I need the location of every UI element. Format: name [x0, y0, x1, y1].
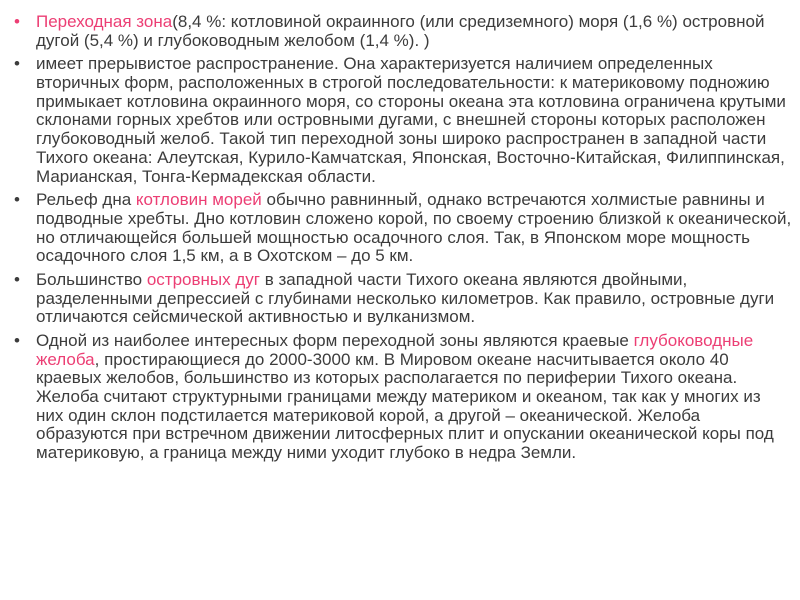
highlighted-text-run: Переходная зона — [36, 12, 173, 31]
text-run: Одной из наиболее интересных форм переходной зоны являются краевые — [36, 331, 634, 350]
bullet-item — [14, 13, 792, 50]
text-run: обычно равнинный, однако встречаются холмистые равнины и подводные хребты. Дно котловин сложено корой, по своему строению близкой к океанической, но отличающейся большей мощностью осадочного слоя. Так, в Японском море мощность осадочного слоя 1,5 км, а в Охотском – до 5 км. — [36, 190, 792, 266]
text-run: , простирающиеся до 2000-3000 км. В Мировом океане насчитывается около 40 краевых желобов, большинство из которых располагается по периферии Тихого океана. Желоба считают структурными границами между материком и океаном, так как у многих из них один склон подстилается материковой корой, а другой – океанической. Желоба образуются при встречном движении литосферных плит и опускании океанической коры под материковую, а граница между ними уходит глубоко в недра Земли. — [36, 349, 774, 463]
bullet-list — [14, 13, 792, 463]
text-run: (8,4 %: котловиной окраинного (или средиземного) моря (1,6 %) островной дугой (5,4 %) и глубоководным желобом (1,4 %). ) — [36, 12, 765, 50]
highlighted-text-run: котловин морей — [135, 190, 262, 210]
bullet-marker: • — [14, 331, 20, 350]
bullet-item — [14, 55, 792, 186]
bullet-text — [36, 332, 792, 463]
highlighted-text-run: островных дуг — [146, 269, 260, 289]
bullet-text — [36, 55, 792, 186]
bullet-marker: • — [14, 12, 20, 31]
bullet-item — [14, 191, 792, 266]
bullet-text — [36, 191, 792, 266]
text-run: Рельеф дна — [36, 190, 136, 210]
bullet-item — [14, 332, 792, 463]
bullet-marker: • — [14, 54, 20, 74]
bullet-text — [36, 13, 792, 50]
text-run: Большинство — [36, 269, 147, 289]
bullet-text — [36, 271, 792, 327]
text-run: в западной части Тихого океана являются двойными, разделенными депрессией с глубинами несколько километров. Как правило, островные дуги отличаются сейсмической активностью и вулканизмом. — [36, 269, 775, 327]
text-run: имеет прерывистое распространение. Она характеризуется наличием определенных вторичных форм, расположенных в строгой последовательности: к материковому подножию примыкает котловина окраинного моря, со стороны океана эта котловина ограничена крутыми склонами горных хребтов или островными дугами, с внешней стороны которых расположен глубоководный желоб. Такой тип переходной зоны широко распространен в западной части Тихого океана: Алеутская, Курило-Камчатская, Японская, Восточно-Китайская, Филиппинская, Марианская, Тонга-Кермадекская области. — [36, 54, 786, 186]
highlighted-text-run: глубоководные желоба — [36, 331, 754, 369]
bullet-item — [14, 271, 792, 327]
bullet-marker: • — [14, 269, 20, 289]
bullet-marker: • — [14, 190, 20, 210]
